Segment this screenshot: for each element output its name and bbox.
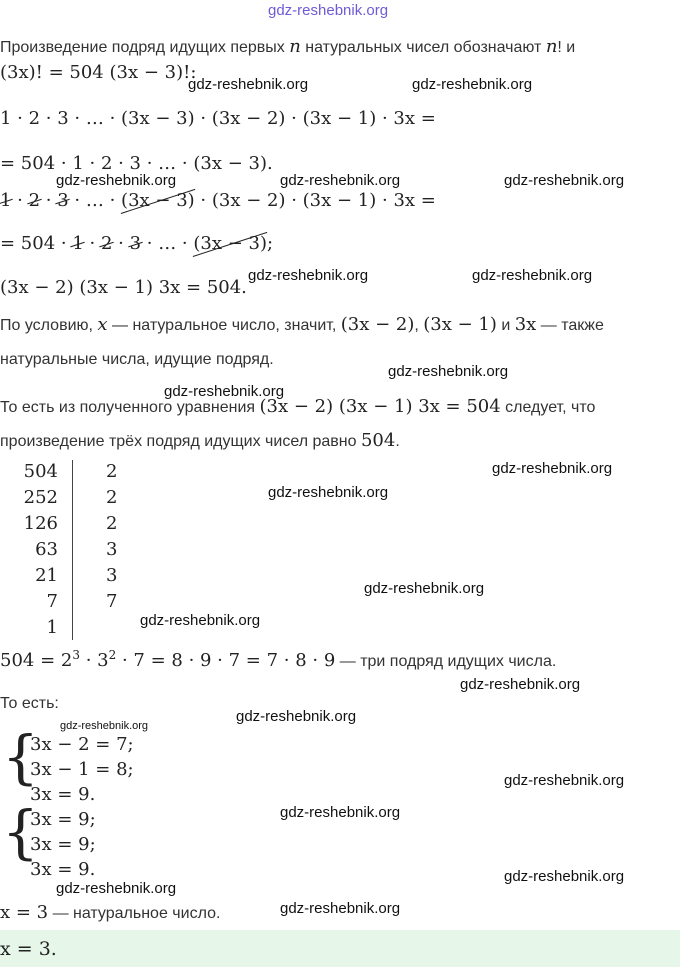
struck-term: 3 [129, 233, 142, 254]
system-brace-bottom: { [2, 798, 39, 866]
system-line: 3x = 9. [30, 784, 96, 805]
system-line: 3x = 9; [30, 809, 96, 830]
factor-right: 2 [106, 513, 118, 534]
watermark[interactable]: gdz-reshebnik.org [472, 267, 593, 284]
equation-6: (3x − 2) (3x − 1) 3x = 504. [0, 277, 247, 298]
watermark[interactable]: gdz-reshebnik.org [492, 460, 613, 477]
watermark[interactable]: gdz-reshebnik.org [164, 383, 285, 400]
cond-and: и [496, 317, 515, 334]
intro-n-fact: n [545, 36, 558, 57]
struck-term: 1 [0, 190, 12, 211]
factor-divider [72, 460, 73, 640]
intro-text-b: натуральных чисел обозначают [300, 39, 546, 56]
watermark[interactable]: gdz-reshebnik.org [188, 76, 309, 93]
system-line: 3x − 2 = 7; [30, 734, 134, 755]
answer-value: x = 3. [0, 938, 57, 960]
factor-left: 126 [23, 513, 58, 534]
product-part: · 7 = 8 · 9 · 7 = 7 · 8 · 9 [116, 650, 336, 671]
condition-line-2: натуральные числа, идущие подряд. [0, 351, 274, 368]
then-line-2 [0, 430, 400, 451]
system-line: 3x = 9. [30, 859, 96, 880]
equation-1: (3x)! = 504 (3x − 3)!: [0, 62, 197, 83]
watermark[interactable]: gdz-reshebnik.org [280, 900, 401, 917]
intro-text-a: Произведение подряд идущих первых [0, 39, 290, 56]
then-equation: (3x − 2) (3x − 1) 3x = 504 [259, 396, 501, 417]
system-line: 3x − 1 = 8; [30, 759, 134, 780]
equation-2: 1 · 2 · 3 · … · (3x − 3) · (3x − 2) · (3x − 1) · 3x = [0, 108, 436, 129]
struck-term: (3x − 3) [121, 190, 195, 211]
watermark[interactable]: gdz-reshebnik.org [280, 804, 401, 821]
equation-3: = 504 · 1 · 2 · 3 · … · (3x − 3). [0, 153, 273, 174]
then-number: 504 [360, 430, 396, 451]
struck-term: 3 [57, 190, 69, 211]
factor-right: 2 [106, 487, 118, 508]
factor-right: 3 [106, 539, 118, 560]
struck-term: 2 [28, 190, 41, 211]
watermark[interactable]: gdz-reshebnik.org [280, 172, 401, 189]
watermark[interactable]: gdz-reshebnik.org [236, 708, 357, 725]
eq4-rest: · (3x − 2) · (3x − 1) · 3x = [200, 190, 436, 211]
cond-term-2: (3x − 1) [423, 314, 497, 335]
intro-text-c: ! и [557, 39, 576, 56]
struck-term: (3x − 3) [193, 233, 268, 254]
cond-text: — также [536, 317, 604, 334]
product-exp: 3 [72, 648, 80, 662]
watermark[interactable]: gdz-reshebnik.org [504, 772, 625, 789]
watermark[interactable]: gdz-reshebnik.org [412, 76, 533, 93]
then-text: произведение трёх подряд идущих чисел равно [0, 433, 361, 450]
conclusion-line [0, 902, 220, 923]
watermark[interactable]: gdz-reshebnik.org [460, 676, 581, 693]
product-line [0, 648, 556, 671]
cond-term-3: 3x [514, 314, 537, 335]
eq5-suffix: ; [267, 233, 274, 254]
factor-left: 63 [35, 539, 58, 560]
watermark[interactable]: gdz-reshebnik.org [364, 580, 485, 597]
intro-var-n: n [289, 36, 301, 57]
conclusion-text: — натуральное число. [48, 905, 221, 922]
answer-box [0, 930, 680, 967]
system-line: 3x = 9; [30, 834, 96, 855]
watermark[interactable]: gdz-reshebnik.org [56, 172, 177, 189]
product-part: · 3 [79, 650, 109, 671]
then-text: То есть из полученного уравнения [0, 399, 260, 416]
equation-5: = 504 · 1 · 2 · 3 · … · (3x − 3); [0, 233, 274, 254]
cond-text: По условию, [0, 317, 98, 334]
that-is-label: То есть: [0, 695, 59, 712]
product-part: 504 = 2 [0, 650, 73, 671]
product-text: — три подряд идущих числа. [335, 653, 557, 670]
system-brace-top: { [2, 723, 39, 791]
then-line-1 [0, 396, 595, 417]
factor-left: 504 [23, 461, 58, 482]
watermark-top[interactable]: gdz-reshebnik.org [268, 2, 389, 19]
factor-left: 1 [46, 617, 58, 638]
watermark[interactable]: gdz-reshebnik.org [504, 172, 625, 189]
factor-left: 21 [35, 565, 58, 586]
watermark[interactable]: gdz-reshebnik.org [56, 880, 177, 897]
watermark[interactable]: gdz-reshebnik.org [268, 484, 389, 501]
struck-term: 2 [100, 233, 113, 254]
watermark-small[interactable]: gdz-reshebnik.org [60, 720, 149, 732]
cond-var-x: x [97, 314, 108, 335]
factor-right: 2 [106, 461, 118, 482]
cond-text: — натуральное число, значит, [107, 317, 341, 334]
watermark[interactable]: gdz-reshebnik.org [504, 868, 625, 885]
factor-right: 7 [106, 591, 118, 612]
conclusion-equation: x = 3 [0, 902, 49, 923]
condition-line-1 [0, 314, 604, 335]
factor-left: 252 [23, 487, 58, 508]
then-text: . [395, 433, 400, 450]
factor-left: 7 [46, 591, 58, 612]
watermark[interactable]: gdz-reshebnik.org [388, 363, 509, 380]
eq5-prefix: = 504 · [0, 233, 67, 254]
equation-4: 1 · 2 · 3 · … · (3x − 3) · (3x − 2) · (3x − 1) · 3x = [0, 190, 436, 211]
intro-line [0, 36, 575, 57]
struck-term: 1 [72, 233, 84, 254]
watermark[interactable]: gdz-reshebnik.org [140, 612, 261, 629]
then-text: следует, что [500, 399, 596, 416]
watermark[interactable]: gdz-reshebnik.org [248, 267, 369, 284]
cond-term-1: (3x − 2) [340, 314, 415, 335]
cond-sep: , [414, 317, 424, 334]
product-exp: 2 [108, 648, 117, 662]
factor-right: 3 [106, 565, 118, 586]
